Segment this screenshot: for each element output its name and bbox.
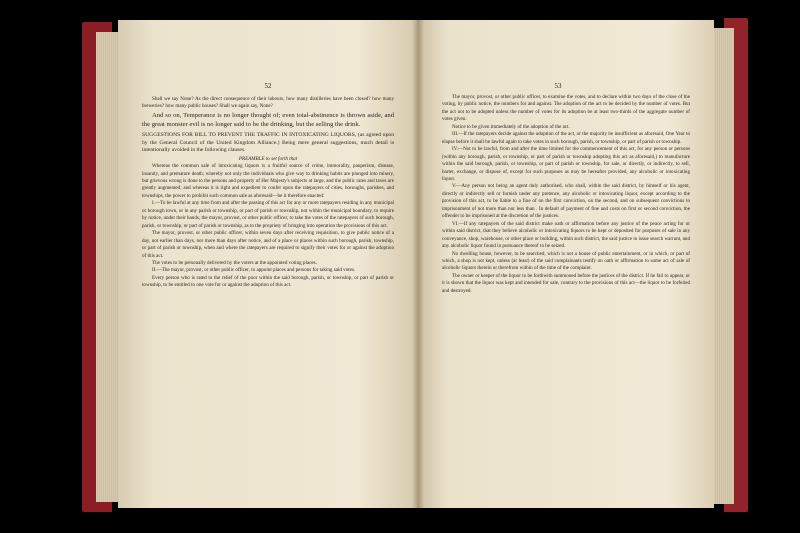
clause: V.—Any person not being an agent duly authorised, who shall, within the said district, by himself or his agent, directly or indirectly sell or furnish under any pretence, any alcoholic or intoxicating liquor, except according to the provision of this act, to be liable to a fine of on the first conviction, on the second, and on subsequent convictions to imprisonment of not more than nor less than . In default of payment of fine and costs on first or second conviction, the offender to be imprisoned at the discretion of the justices. <box>442 183 690 220</box>
clause: I.—To be lawful at any time from and after the passing of this act for any or more ratepayers residing in any municipal or borough town, or in any parish or township, or part of parish or township, not within the municipal boundary, to require by notice, under their hands, the mayor, provost, or other public officer, to take the votes of the ratepayers of such borough, parish, or township, or part of parish or township, as to the propriety of bringing into operation the provisions of this act. <box>142 200 394 229</box>
clause: No dwelling house, however, to be searched, which is not a house of public entertainment, or in which, or part of which, a shop is not kept, unless (at least) of the said complainants testify on oath or affirmation to some act of sale of alcoholic liquors therein or therefrom within of the time of the complaint. <box>442 250 690 272</box>
section-heading: SUGGESTIONS FOR BILL TO PREVENT THE TRAFFIC IN INTOXICATING LIQUORS, (as agreed upon by the General Council of the United Kingdom Alliance.) Being mere general suggestions, much detail is intentionally avoided in the following clauses. <box>142 132 394 154</box>
preamble-title: PREAMBLE to set forth that <box>238 155 298 162</box>
open-book <box>82 12 748 516</box>
paragraph: Shall we say None? As the direct consequence of their labours, how many distilleries have been closed? how many breweries? how many public houses? Shall we again say, None? <box>142 96 394 110</box>
clause: II.—The mayor, provost, or other public officer, to appoint places and persons for taking said votes. <box>152 267 356 274</box>
page-number: 53 <box>554 82 562 90</box>
page-text <box>442 94 690 295</box>
paragraph: Whereas the common sale of intoxicating liquors is a fruitful source of crime, immorality, pauperism, disease, insanity, and premature death; whereby not only the individuals who give way to drinking habits are plunged into misery, but grievous wrong is done to the persons and property of Her Majesty's subjects at large, and the public rates and taxes are greatly augmented; and whereas it is right and expedient to confer upon the ratepayers of cities, boroughs, parishes, and townships, the power to prohibit such common sale as aforesaid—be it therefore enacted: <box>142 163 394 199</box>
paragraph: And so on, Temperance is no longer thought of; even total-abstinence is thrown aside, and the great monster evil is no longer said to be the drinking, but the selling the drink. <box>142 111 394 129</box>
page-edges-right <box>714 28 734 504</box>
clause: The votes to be personally delivered by the voters at the appointed voting places. <box>152 260 317 267</box>
left-page <box>118 20 418 508</box>
clause: Every person who is rated to the relief of the poor within the said borough, parish, or township, or part of parish or township, to be entitled to one vote for or against the adoption of this act. <box>142 274 394 289</box>
clause: VI.—If any ratepayers of the said district make oath or affirmation before any justice of the peace acting for or within said district, that they believe alcoholic or intoxicating liquors to be kept or deposited for purposes of sale in any conveyance, shop, warehouse, or other place or building, within such district, the said justice to issue search warrant, and any alcoholic liquor found in pursuance thereof to be seized. <box>442 220 690 250</box>
page-text <box>142 96 394 290</box>
clause: The mayor, provost, or other public officer, within seven days after receiving requisition, to give public notice of a day, not earlier than days, nor more than days after notice, and of a place or places within such borough, parish, township, or part of parish or township, when and where the ratepayers are required to signify their votes for or against the adoption of this act. <box>142 230 394 259</box>
clause: The owner or keeper of the liquor to be forthwith summoned before the justices of the district. If he fail to appear, or it is shown that the liquor was kept and intended for sale, contrary to the provisions of this act—the liquor to be forfeited and destroyed. <box>442 272 690 294</box>
page-edges-left <box>96 32 118 502</box>
right-page <box>418 20 714 508</box>
clause: IV.—Not to be lawful, from and after the time limited for the commencement of this act, for any person or persons (within any borough, parish, or township, or part of parish or township adopting this act as aforesaid,) to manufacture within the said borough, parish, or township, or part of parish or township, for sale, or directly, or indirectly, to sell, barter, exchange, or dispose of, except for such purposes as may be hereafter provided, any alcoholic or intoxicating liquor. <box>442 146 690 182</box>
paragraph: Notice to be given immediately of the adoption of the act. <box>452 123 570 130</box>
paragraph: The mayor, provost, or other public officer, to examine the votes, and to declare within two days of the close of the voting, by public notice, the numbers for and against. The adoption of the act to be decided by the number of votes. But the act not to be adopted unless the number of votes for its adoption be at least two-thirds of the aggregate number of votes given. <box>442 94 690 123</box>
page-number: 52 <box>264 82 272 90</box>
book-gutter <box>412 20 424 508</box>
clause: III.—If the ratepayers decide against the adoption of the act, or the majority be insufficient as aforesaid, One Year to elapse before it shall be lawful again to take votes in such borough, parish, or township, or part of parish or township. <box>442 131 690 145</box>
